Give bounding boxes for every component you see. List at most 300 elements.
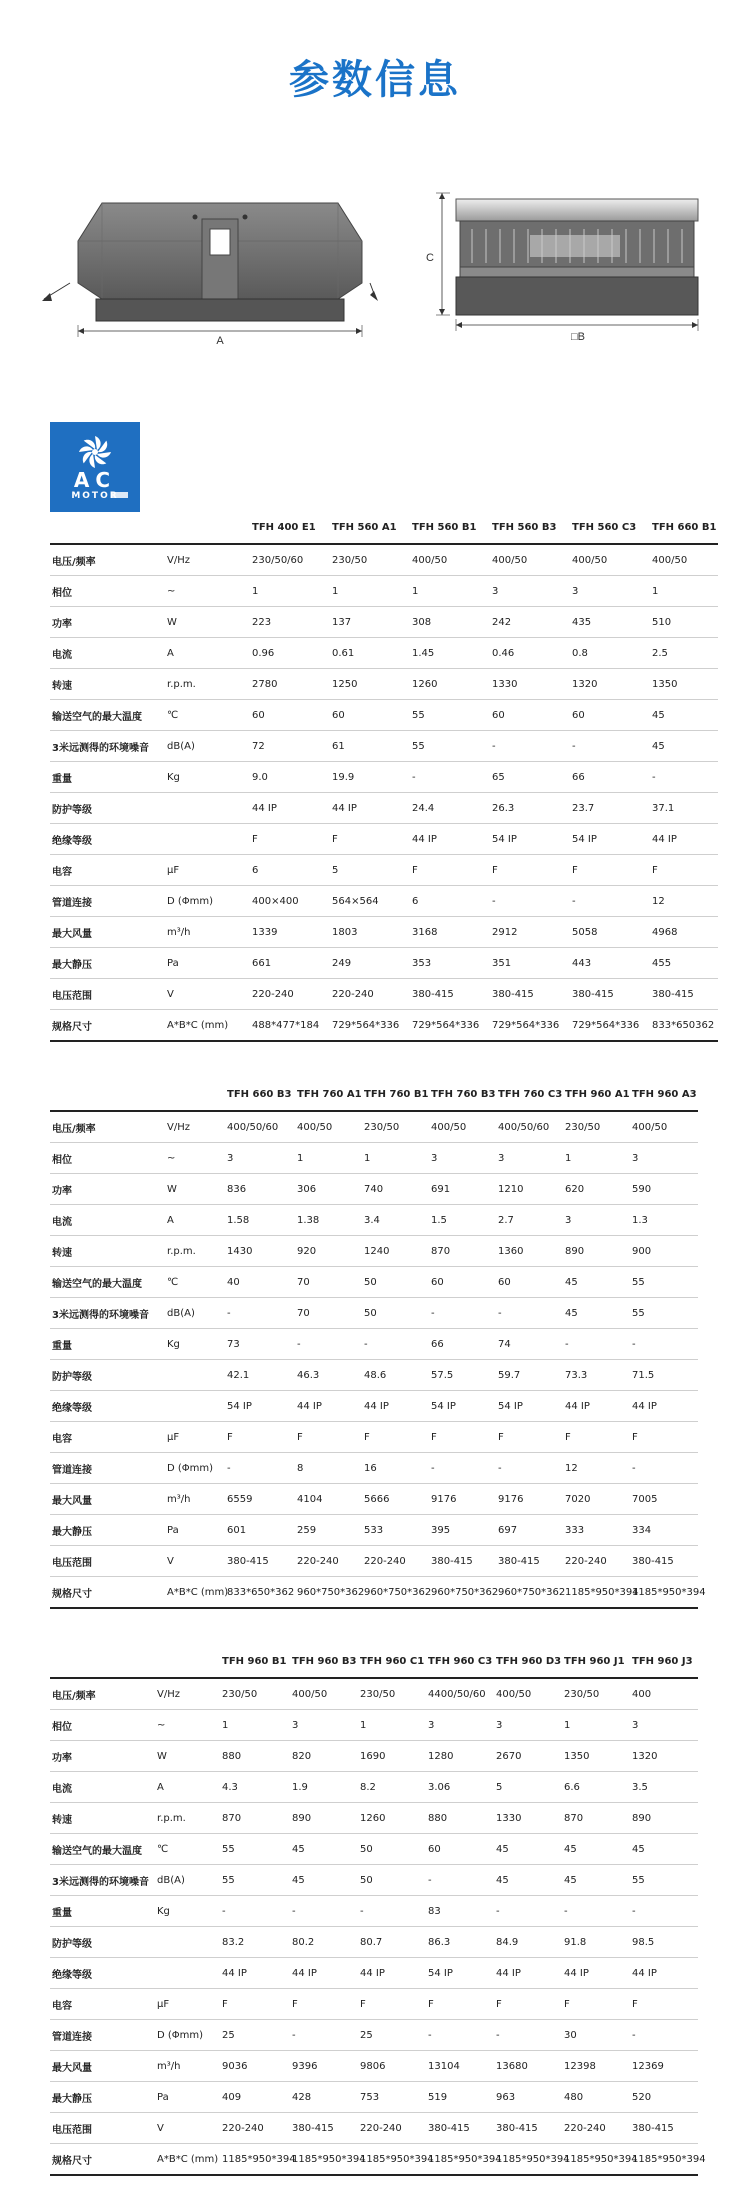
table-cell: 16 — [362, 1453, 429, 1484]
table-cell: 24.4 — [410, 793, 490, 824]
table-cell: 1 — [563, 1143, 630, 1174]
model-header: TFH 960 C1 — [360, 1656, 425, 1667]
spec-table-2 — [50, 1079, 706, 1609]
table-row — [50, 2144, 698, 2176]
table-cell: - — [570, 731, 650, 762]
table-cell: 960*750*362 — [295, 1577, 362, 1609]
table-cell: 8 — [295, 1453, 362, 1484]
table-cell: 60 — [330, 700, 410, 731]
row-label: 3米远测得的环境噪音 — [50, 1865, 155, 1896]
table-cell: 44 IP — [290, 1958, 358, 1989]
table-cell: 960*750*362 — [362, 1577, 429, 1609]
table-cell: 729*564*336 — [330, 1010, 410, 1042]
table-cell: 380-415 — [650, 979, 718, 1010]
row-unit: Pa — [155, 2082, 220, 2113]
table-cell: 45 — [562, 1865, 630, 1896]
model-header: TFH 760 B3 — [431, 1089, 496, 1100]
table-row — [50, 1515, 698, 1546]
table-row — [50, 1484, 698, 1515]
table-cell: 380-415 — [225, 1546, 295, 1577]
table-cell: 83.2 — [220, 1927, 290, 1958]
table-cell: 45 — [563, 1267, 630, 1298]
row-unit: V/Hz — [165, 544, 250, 576]
table-cell: 220-240 — [358, 2113, 426, 2144]
table-cell: 13104 — [426, 2051, 494, 2082]
table-cell: 45 — [494, 1834, 562, 1865]
table-cell: 400×400 — [250, 886, 330, 917]
table-cell: 4400/50/60 — [426, 1678, 494, 1710]
table-cell: 55 — [220, 1834, 290, 1865]
table-cell: F — [426, 1989, 494, 2020]
table-cell: 50 — [362, 1298, 429, 1329]
table-cell: 380-415 — [570, 979, 650, 1010]
table-cell: F — [410, 855, 490, 886]
table-cell: 590 — [630, 1174, 698, 1205]
table-cell: - — [562, 1896, 630, 1927]
row-unit: μF — [165, 855, 250, 886]
table-cell: - — [490, 886, 570, 917]
table-cell: 12398 — [562, 2051, 630, 2082]
table-cell: 44 IP — [494, 1958, 562, 1989]
table-cell: 1185*950*394 — [220, 2144, 290, 2176]
table-cell: 72 — [250, 731, 330, 762]
table-cell: - — [358, 1896, 426, 1927]
row-unit: V — [165, 1546, 225, 1577]
row-label: 防护等级 — [50, 1927, 155, 1958]
row-label: 规格尺寸 — [50, 1010, 165, 1042]
table-cell: 1350 — [650, 669, 718, 700]
table-cell: F — [295, 1422, 362, 1453]
row-label: 功率 — [50, 1741, 155, 1772]
table-cell: 1185*950*394 — [426, 2144, 494, 2176]
table-cell: 55 — [220, 1865, 290, 1896]
row-unit: A*B*C (mm) — [165, 1577, 225, 1609]
table-row — [50, 762, 718, 793]
table-cell: 1.45 — [410, 638, 490, 669]
table-cell: 480 — [562, 2082, 630, 2113]
table-cell: 400/50 — [570, 544, 650, 576]
table-cell: 91.8 — [562, 1927, 630, 1958]
model-header: TFH 400 E1 — [252, 522, 316, 533]
row-label: 绝缘等级 — [50, 1391, 165, 1422]
table-cell: 1 — [650, 576, 718, 607]
table-cell: 520 — [630, 2082, 698, 2113]
table-row — [50, 1577, 698, 1609]
table-cell: 306 — [295, 1174, 362, 1205]
table-cell: - — [295, 1329, 362, 1360]
table-cell: 6 — [410, 886, 490, 917]
table-cell: 3 — [496, 1143, 563, 1174]
table-row — [50, 948, 718, 979]
table-cell: 0.8 — [570, 638, 650, 669]
table-cell: 54 IP — [490, 824, 570, 855]
row-label: 最大风量 — [50, 1484, 165, 1515]
table-cell: 380-415 — [410, 979, 490, 1010]
table-cell: 1320 — [630, 1741, 698, 1772]
table-cell: 3 — [563, 1205, 630, 1236]
table-row — [50, 638, 718, 669]
table-cell: 1185*950*394 — [290, 2144, 358, 2176]
table-cell: 44 IP — [250, 793, 330, 824]
table-cell: - — [630, 2020, 698, 2051]
table-cell: 3 — [570, 576, 650, 607]
table-cell: 12 — [650, 886, 718, 917]
table-cell: 380-415 — [290, 2113, 358, 2144]
table-cell: 5 — [494, 1772, 562, 1803]
table-cell: 400/50 — [650, 544, 718, 576]
table-cell: 488*477*184 — [250, 1010, 330, 1042]
row-label: 电压/频率 — [50, 1111, 165, 1143]
table-cell: 1 — [362, 1143, 429, 1174]
table-row — [50, 607, 718, 638]
table-cell: 223 — [250, 607, 330, 638]
table-cell: - — [426, 1865, 494, 1896]
row-label: 绝缘等级 — [50, 824, 165, 855]
table-row — [50, 1267, 698, 1298]
table-cell: F — [496, 1422, 563, 1453]
table-cell: 44 IP — [650, 824, 718, 855]
table-cell: 65 — [490, 762, 570, 793]
table-cell: 380-415 — [494, 2113, 562, 2144]
spec-table-3 — [50, 1646, 706, 2176]
table-cell: 60 — [250, 700, 330, 731]
table-cell: F — [429, 1422, 496, 1453]
table-cell: 729*564*336 — [490, 1010, 570, 1042]
row-unit: A — [165, 638, 250, 669]
table-cell: 836 — [225, 1174, 295, 1205]
row-label: 最大静压 — [50, 1515, 165, 1546]
row-unit — [165, 824, 250, 855]
table-cell: - — [410, 762, 490, 793]
table-row — [50, 1111, 698, 1143]
table-cell: 71.5 — [630, 1360, 698, 1391]
table-cell: F — [362, 1422, 429, 1453]
table-row — [50, 1772, 698, 1803]
table-cell: 73 — [225, 1329, 295, 1360]
table-cell: 70 — [295, 1298, 362, 1329]
table-cell: 1803 — [330, 917, 410, 948]
row-unit — [155, 1927, 220, 1958]
model-header: TFH 560 A1 — [332, 522, 397, 533]
row-label: 电容 — [50, 1422, 165, 1453]
table-row — [50, 1298, 698, 1329]
table-cell: 220-240 — [562, 2113, 630, 2144]
table-cell: 1 — [250, 576, 330, 607]
table-cell: 61 — [330, 731, 410, 762]
table-row — [50, 2082, 698, 2113]
table-cell: - — [496, 1453, 563, 1484]
table-cell: 729*564*336 — [410, 1010, 490, 1042]
table-cell: F — [494, 1989, 562, 2020]
table-cell: 455 — [650, 948, 718, 979]
table-cell: 19.9 — [330, 762, 410, 793]
table-cell: 601 — [225, 1515, 295, 1546]
row-label: 防护等级 — [50, 1360, 165, 1391]
table-row — [50, 1205, 698, 1236]
table-cell: 400 — [630, 1678, 698, 1710]
table-cell: 697 — [496, 1515, 563, 1546]
row-unit: ~ — [155, 1710, 220, 1741]
table-cell: 230/50 — [362, 1111, 429, 1143]
table-cell: 308 — [410, 607, 490, 638]
table-cell: F — [630, 1422, 698, 1453]
table-row — [50, 1803, 698, 1834]
table-cell: 13680 — [494, 2051, 562, 2082]
row-unit: V — [155, 2113, 220, 2144]
table-row — [50, 1958, 698, 1989]
table-cell: 820 — [290, 1741, 358, 1772]
row-unit: ℃ — [165, 700, 250, 731]
table-row — [50, 576, 718, 607]
table-cell: 870 — [429, 1236, 496, 1267]
table-cell: 620 — [563, 1174, 630, 1205]
table-row — [50, 2020, 698, 2051]
table-row — [50, 731, 718, 762]
table-cell: 0.96 — [250, 638, 330, 669]
table-cell: F — [225, 1422, 295, 1453]
model-header: TFH 560 B1 — [412, 522, 477, 533]
table-row — [50, 1678, 698, 1710]
table-cell: - — [490, 731, 570, 762]
table-cell: 1690 — [358, 1741, 426, 1772]
table-cell: 7020 — [563, 1484, 630, 1515]
table-cell: 55 — [630, 1267, 698, 1298]
table-cell: F — [630, 1989, 698, 2020]
table-cell: 9176 — [496, 1484, 563, 1515]
row-label: 电压/频率 — [50, 1678, 155, 1710]
row-label: 规格尺寸 — [50, 1577, 165, 1609]
row-label: 重量 — [50, 1896, 155, 1927]
table-cell: 60 — [426, 1834, 494, 1865]
table-cell: 890 — [630, 1803, 698, 1834]
table-cell: 44 IP — [630, 1958, 698, 1989]
table-cell: 73.3 — [563, 1360, 630, 1391]
table-cell: 1 — [410, 576, 490, 607]
table-cell: 395 — [429, 1515, 496, 1546]
table-cell: 9036 — [220, 2051, 290, 2082]
row-label: 最大静压 — [50, 2082, 155, 2113]
model-header: TFH 960 D3 — [496, 1656, 562, 1667]
table-cell: F — [250, 824, 330, 855]
table-row — [50, 2051, 698, 2082]
table-cell: 74 — [496, 1329, 563, 1360]
row-label: 电压范围 — [50, 2113, 155, 2144]
row-unit: μF — [165, 1422, 225, 1453]
table-cell: 66 — [570, 762, 650, 793]
row-label: 电流 — [50, 1772, 155, 1803]
table-cell: 44 IP — [358, 1958, 426, 1989]
table-cell: 428 — [290, 2082, 358, 2113]
table-cell: 400/50 — [490, 544, 570, 576]
row-label: 管道连接 — [50, 1453, 165, 1484]
table-cell: F — [563, 1422, 630, 1453]
table-cell: 40 — [225, 1267, 295, 1298]
row-unit — [155, 1958, 220, 1989]
table-cell: 45 — [650, 731, 718, 762]
row-unit: ℃ — [155, 1834, 220, 1865]
table-cell: 1280 — [426, 1741, 494, 1772]
table-cell: 220-240 — [563, 1546, 630, 1577]
row-unit: r.p.m. — [165, 1236, 225, 1267]
table-row — [50, 886, 718, 917]
table-cell: 220-240 — [295, 1546, 362, 1577]
table-cell: 12 — [563, 1453, 630, 1484]
row-label: 管道连接 — [50, 2020, 155, 2051]
table-cell: - — [220, 1896, 290, 1927]
table-cell: 2780 — [250, 669, 330, 700]
table-cell: 920 — [295, 1236, 362, 1267]
table-cell: 400/50 — [429, 1111, 496, 1143]
table-header-row — [50, 512, 718, 544]
row-label: 相位 — [50, 576, 165, 607]
table-cell: 9176 — [429, 1484, 496, 1515]
row-unit — [165, 1391, 225, 1422]
row-unit: ℃ — [165, 1267, 225, 1298]
table-cell: 1330 — [490, 669, 570, 700]
model-header: TFH 960 J3 — [632, 1656, 693, 1667]
table-cell: 46.3 — [295, 1360, 362, 1391]
table-cell: 44 IP — [330, 793, 410, 824]
table-cell: 1 — [330, 576, 410, 607]
product-drawing-side — [420, 185, 710, 345]
table-cell: 230/50 — [562, 1678, 630, 1710]
table-cell: 230/50 — [330, 544, 410, 576]
table-cell: - — [426, 2020, 494, 2051]
table-cell: 4968 — [650, 917, 718, 948]
table-row — [50, 1360, 698, 1391]
table-cell: 44 IP — [410, 824, 490, 855]
base-frame — [96, 299, 344, 321]
page-title: 参数信息 — [289, 57, 461, 103]
table-cell: 44 IP — [630, 1391, 698, 1422]
table-cell: - — [225, 1298, 295, 1329]
table-cell: 400/50 — [410, 544, 490, 576]
table-cell: 1350 — [562, 1741, 630, 1772]
table-cell: 54 IP — [426, 1958, 494, 1989]
table-cell: 137 — [330, 607, 410, 638]
table-cell: 400/50 — [295, 1111, 362, 1143]
table-row — [50, 979, 718, 1010]
table-cell: 380-415 — [426, 2113, 494, 2144]
row-unit: Kg — [155, 1896, 220, 1927]
table-cell: 48.6 — [362, 1360, 429, 1391]
table-cell: 1185*950*394 — [562, 2144, 630, 2176]
row-unit: W — [165, 607, 250, 638]
table-cell: 400/50 — [290, 1678, 358, 1710]
table-cell: 9.0 — [250, 762, 330, 793]
table-cell: 1 — [358, 1710, 426, 1741]
table-cell: 691 — [429, 1174, 496, 1205]
row-unit: μF — [155, 1989, 220, 2020]
row-unit — [165, 1360, 225, 1391]
row-label: 输送空气的最大温度 — [50, 700, 165, 731]
table-cell: 880 — [426, 1803, 494, 1834]
row-unit: V/Hz — [155, 1678, 220, 1710]
table-cell: 220-240 — [220, 2113, 290, 2144]
table-cell: - — [290, 2020, 358, 2051]
table-row — [50, 1834, 698, 1865]
table-cell: 60 — [570, 700, 650, 731]
table-cell: - — [630, 1329, 698, 1360]
row-unit: A — [155, 1772, 220, 1803]
row-label: 电压范围 — [50, 1546, 165, 1577]
table-cell: 2.7 — [496, 1205, 563, 1236]
table-cell: F — [650, 855, 718, 886]
table-cell: 870 — [220, 1803, 290, 1834]
table-cell: 3 — [630, 1143, 698, 1174]
row-unit: Pa — [165, 1515, 225, 1546]
table-cell: 661 — [250, 948, 330, 979]
table-cell: 80.2 — [290, 1927, 358, 1958]
table-cell: F — [220, 1989, 290, 2020]
logo-text-motor: MOTOR — [71, 491, 119, 501]
table-cell: - — [630, 1453, 698, 1484]
table-cell: 50 — [362, 1267, 429, 1298]
row-unit: A — [165, 1205, 225, 1236]
table-cell: 60 — [490, 700, 570, 731]
row-unit: Kg — [165, 762, 250, 793]
base-frame — [456, 277, 698, 315]
row-label: 绝缘等级 — [50, 1958, 155, 1989]
table-cell: - — [494, 1896, 562, 1927]
row-unit: ~ — [165, 1143, 225, 1174]
table-cell: 70 — [295, 1267, 362, 1298]
table-cell: 1240 — [362, 1236, 429, 1267]
table-cell: 26.3 — [490, 793, 570, 824]
table-cell: 435 — [570, 607, 650, 638]
table-cell: 2670 — [494, 1741, 562, 1772]
table-cell: 9806 — [358, 2051, 426, 2082]
table-row — [50, 544, 718, 576]
table-cell: 1 — [295, 1143, 362, 1174]
table-cell: 833*650362 — [650, 1010, 718, 1042]
table-row — [50, 793, 718, 824]
table-cell: - — [429, 1298, 496, 1329]
table-header-row — [50, 1079, 698, 1111]
row-label: 转速 — [50, 669, 165, 700]
table-cell: 900 — [630, 1236, 698, 1267]
table-cell: 8.2 — [358, 1772, 426, 1803]
model-header: TFH 960 B3 — [292, 1656, 357, 1667]
row-unit: m³/h — [165, 917, 250, 948]
model-header: TFH 660 B1 — [652, 522, 717, 533]
row-label: 3米远测得的环境噪音 — [50, 1298, 165, 1329]
spec-table-1 — [50, 512, 718, 1042]
table-cell: F — [330, 824, 410, 855]
row-label: 最大风量 — [50, 917, 165, 948]
row-label: 最大静压 — [50, 948, 165, 979]
row-label: 防护等级 — [50, 793, 165, 824]
table-cell: 380-415 — [630, 2113, 698, 2144]
table-cell: 230/50 — [220, 1678, 290, 1710]
table-row — [50, 1391, 698, 1422]
row-label: 功率 — [50, 1174, 165, 1205]
table-cell: 564×564 — [330, 886, 410, 917]
table-cell: 890 — [290, 1803, 358, 1834]
table-cell: 44 IP — [563, 1391, 630, 1422]
table-cell: 5666 — [362, 1484, 429, 1515]
table-row — [50, 1710, 698, 1741]
table-row — [50, 1546, 698, 1577]
row-unit: A*B*C (mm) — [165, 1010, 250, 1042]
row-unit: dB(A) — [165, 731, 250, 762]
table-cell: 42.1 — [225, 1360, 295, 1391]
model-header: TFH 960 A1 — [565, 1089, 630, 1100]
table-cell: 259 — [295, 1515, 362, 1546]
row-unit: dB(A) — [155, 1865, 220, 1896]
table-cell: 249 — [330, 948, 410, 979]
row-label: 管道连接 — [50, 886, 165, 917]
